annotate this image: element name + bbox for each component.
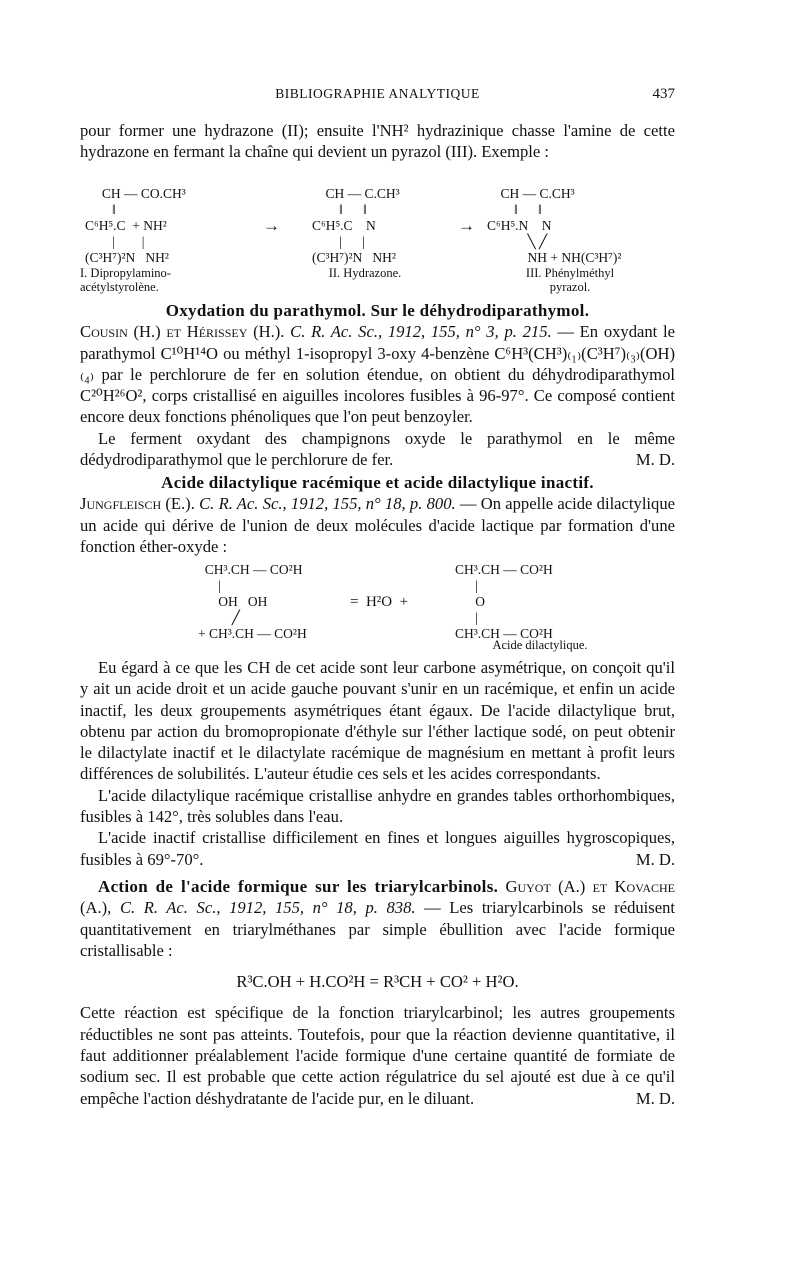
equation-middle: = H²O + <box>350 594 409 610</box>
reaction-arrow: → <box>263 216 280 235</box>
running-title: BIBLIOGRAPHIE ANALYTIQUE <box>275 86 480 101</box>
article-body: — Les triarylcarbinols se réduisent quantitativement en triarylméthanes par simple ébullition avec l'acide formique cristallisable : <box>80 898 676 960</box>
reaction-arrow: → <box>458 216 475 235</box>
caption-compound-2: II. Hydrazone. <box>328 266 402 280</box>
article-signature: M. D. <box>635 1088 675 1108</box>
article-title: Acide dilactylique racémique et acide dilactylique inactif. <box>161 473 594 492</box>
article-parathymol <box>80 300 675 470</box>
formula-dipropylamino: CH — CO.CH³ ‖ C⁶H⁵.C + NH² | | (C³H⁷)²N NH² <box>85 186 186 265</box>
article-reference: C. R. Ac. Sc., 1912, 155, n° 3, p. 215. <box>290 322 552 342</box>
intro-paragraph: pour former une hydrazone (II); ensuite l'NH² hydrazinique chasse l'amine de cette hydrazone en fermant la chaîne qui devient un pyrazol (III). Exemple : <box>80 121 675 162</box>
article-reference: C. R. Ac. Sc., 1912, 155, n° 18, p. 800. <box>199 494 456 514</box>
article-reference: C. R. Ac. Sc., 1912, 155, n° 18, p. 838. <box>119 898 416 918</box>
page-header <box>80 86 675 108</box>
formula-lactic-acids: CH³.CH — CO²H | OH OH ╱ + CH³.CH — CO²H <box>198 562 307 641</box>
article-triarylcarbinols <box>80 876 675 1109</box>
page-number: 437 <box>652 86 675 102</box>
equation-formic: R³C.OH + H.CO²H = R³CH + CO² + H²O. <box>236 972 519 992</box>
caption-dilactylic-acid: Acide dilactylique. <box>492 638 588 652</box>
article-body: — On appelle acide dilactylique un acide qui dérive de l'union de deux molécules d'acide lactique par formation d'une fonction éther-oxyde : <box>80 494 675 556</box>
formula-dilactylic-acid: CH³.CH — CO²H | O | CH³.CH — CO²H <box>455 562 553 641</box>
caption-compound-3: III. Phénylméthyl pyrazol. <box>525 266 615 294</box>
article-dilactylique <box>80 472 675 557</box>
article-body: Cette réaction est spécifique de la fonction triarylcarbinol; les autres groupements réductibles ne sont pas atteints. Toutefois, pour que la réaction devienne quantitative, il faut additionner préalablement l'acide formique d'une certaine quantité de formiate de sodium sec. Il est probable que cette action régulatrice du sel ajouté est due à ce qu'il empêche l'action déshydratante de l'acide pur, en le diluant. <box>80 1003 675 1108</box>
article-body: Eu égard à ce que les CH de cet acide sont leur carbone asymétrique, on conçoit qu'il y ait un acide droit et un acide gauche pouvant s'unir en un racémique, et enfin un acide inactif, les deux groupements asymétriques étant égaux. De l'acide dilactylique brut, obtenu par action du bromopropionate d'éthyle sur l'éther lactique sodé, on peut obtenir le dilactylate inactif et le dilactylate racémique de magnésium en mettant à profit leurs différences de solubilités. L'auteur étudie ces sels et les acides correspondants. <box>80 658 675 784</box>
article-body: L'acide dilactylique racémique cristallise anhydre en grandes tables orthorhombiques, fusibles à 142°, très solubles dans l'eau. <box>80 785 675 827</box>
article-title: Oxydation du parathymol. Sur le déhydrodiparathymol. <box>165 301 590 320</box>
article-authors: Cousin (H.) et Hérissey (H.). <box>80 322 285 342</box>
formula-pyrazol: CH — C.CH³ ‖ ‖ C⁶H⁵.N N ╲ ╱ NH + NH(C³H⁷)² <box>487 186 622 265</box>
caption-compound-1: I. Dipropylamino- acétylstyrolène. <box>80 266 171 294</box>
article-signature: M. D. <box>635 450 675 470</box>
article-body: L'acide inactif cristallise difficilement en fines et longues aiguilles hygroscopiques, fusibles à 69°-70°. <box>80 828 675 869</box>
article-body: — En oxydant le parathymol C¹⁰H¹⁴O ou méthyl 1-isopropyl 3-oxy 4-benzène C⁶H³(CH³)₍₁₎(C³H⁷)₍₃₎(OH)₍₄₎ par le perchlorure de fer en solution étendue, on obtient du déhydrodiparathymol C²⁰H²⁶O², corps cristallisé en aiguilles incolores fusibles à 96-97°. Ce composé contient encore deux fonctions phénoliques que l'on peut benzoyler. <box>80 322 675 427</box>
article-authors: Guyot (A.) et Kovache (A.), <box>80 877 675 918</box>
formula-hydrazone: CH — C.CH³ ‖ ‖ C⁶H⁵.C N | | (C³H⁷)²N NH² <box>312 186 400 265</box>
article-authors: Jungfleisch (E.). <box>80 494 195 514</box>
article-signature: M. D. <box>635 849 675 869</box>
article-dilactylique-continued <box>80 657 675 870</box>
article-body: Le ferment oxydant des champignons oxyde le parathymol en le même dédydrodiparathymol que le perchlorure de fer. <box>80 428 675 470</box>
article-title: Action de l'acide formique sur les triarylcarbinols. <box>98 877 499 896</box>
